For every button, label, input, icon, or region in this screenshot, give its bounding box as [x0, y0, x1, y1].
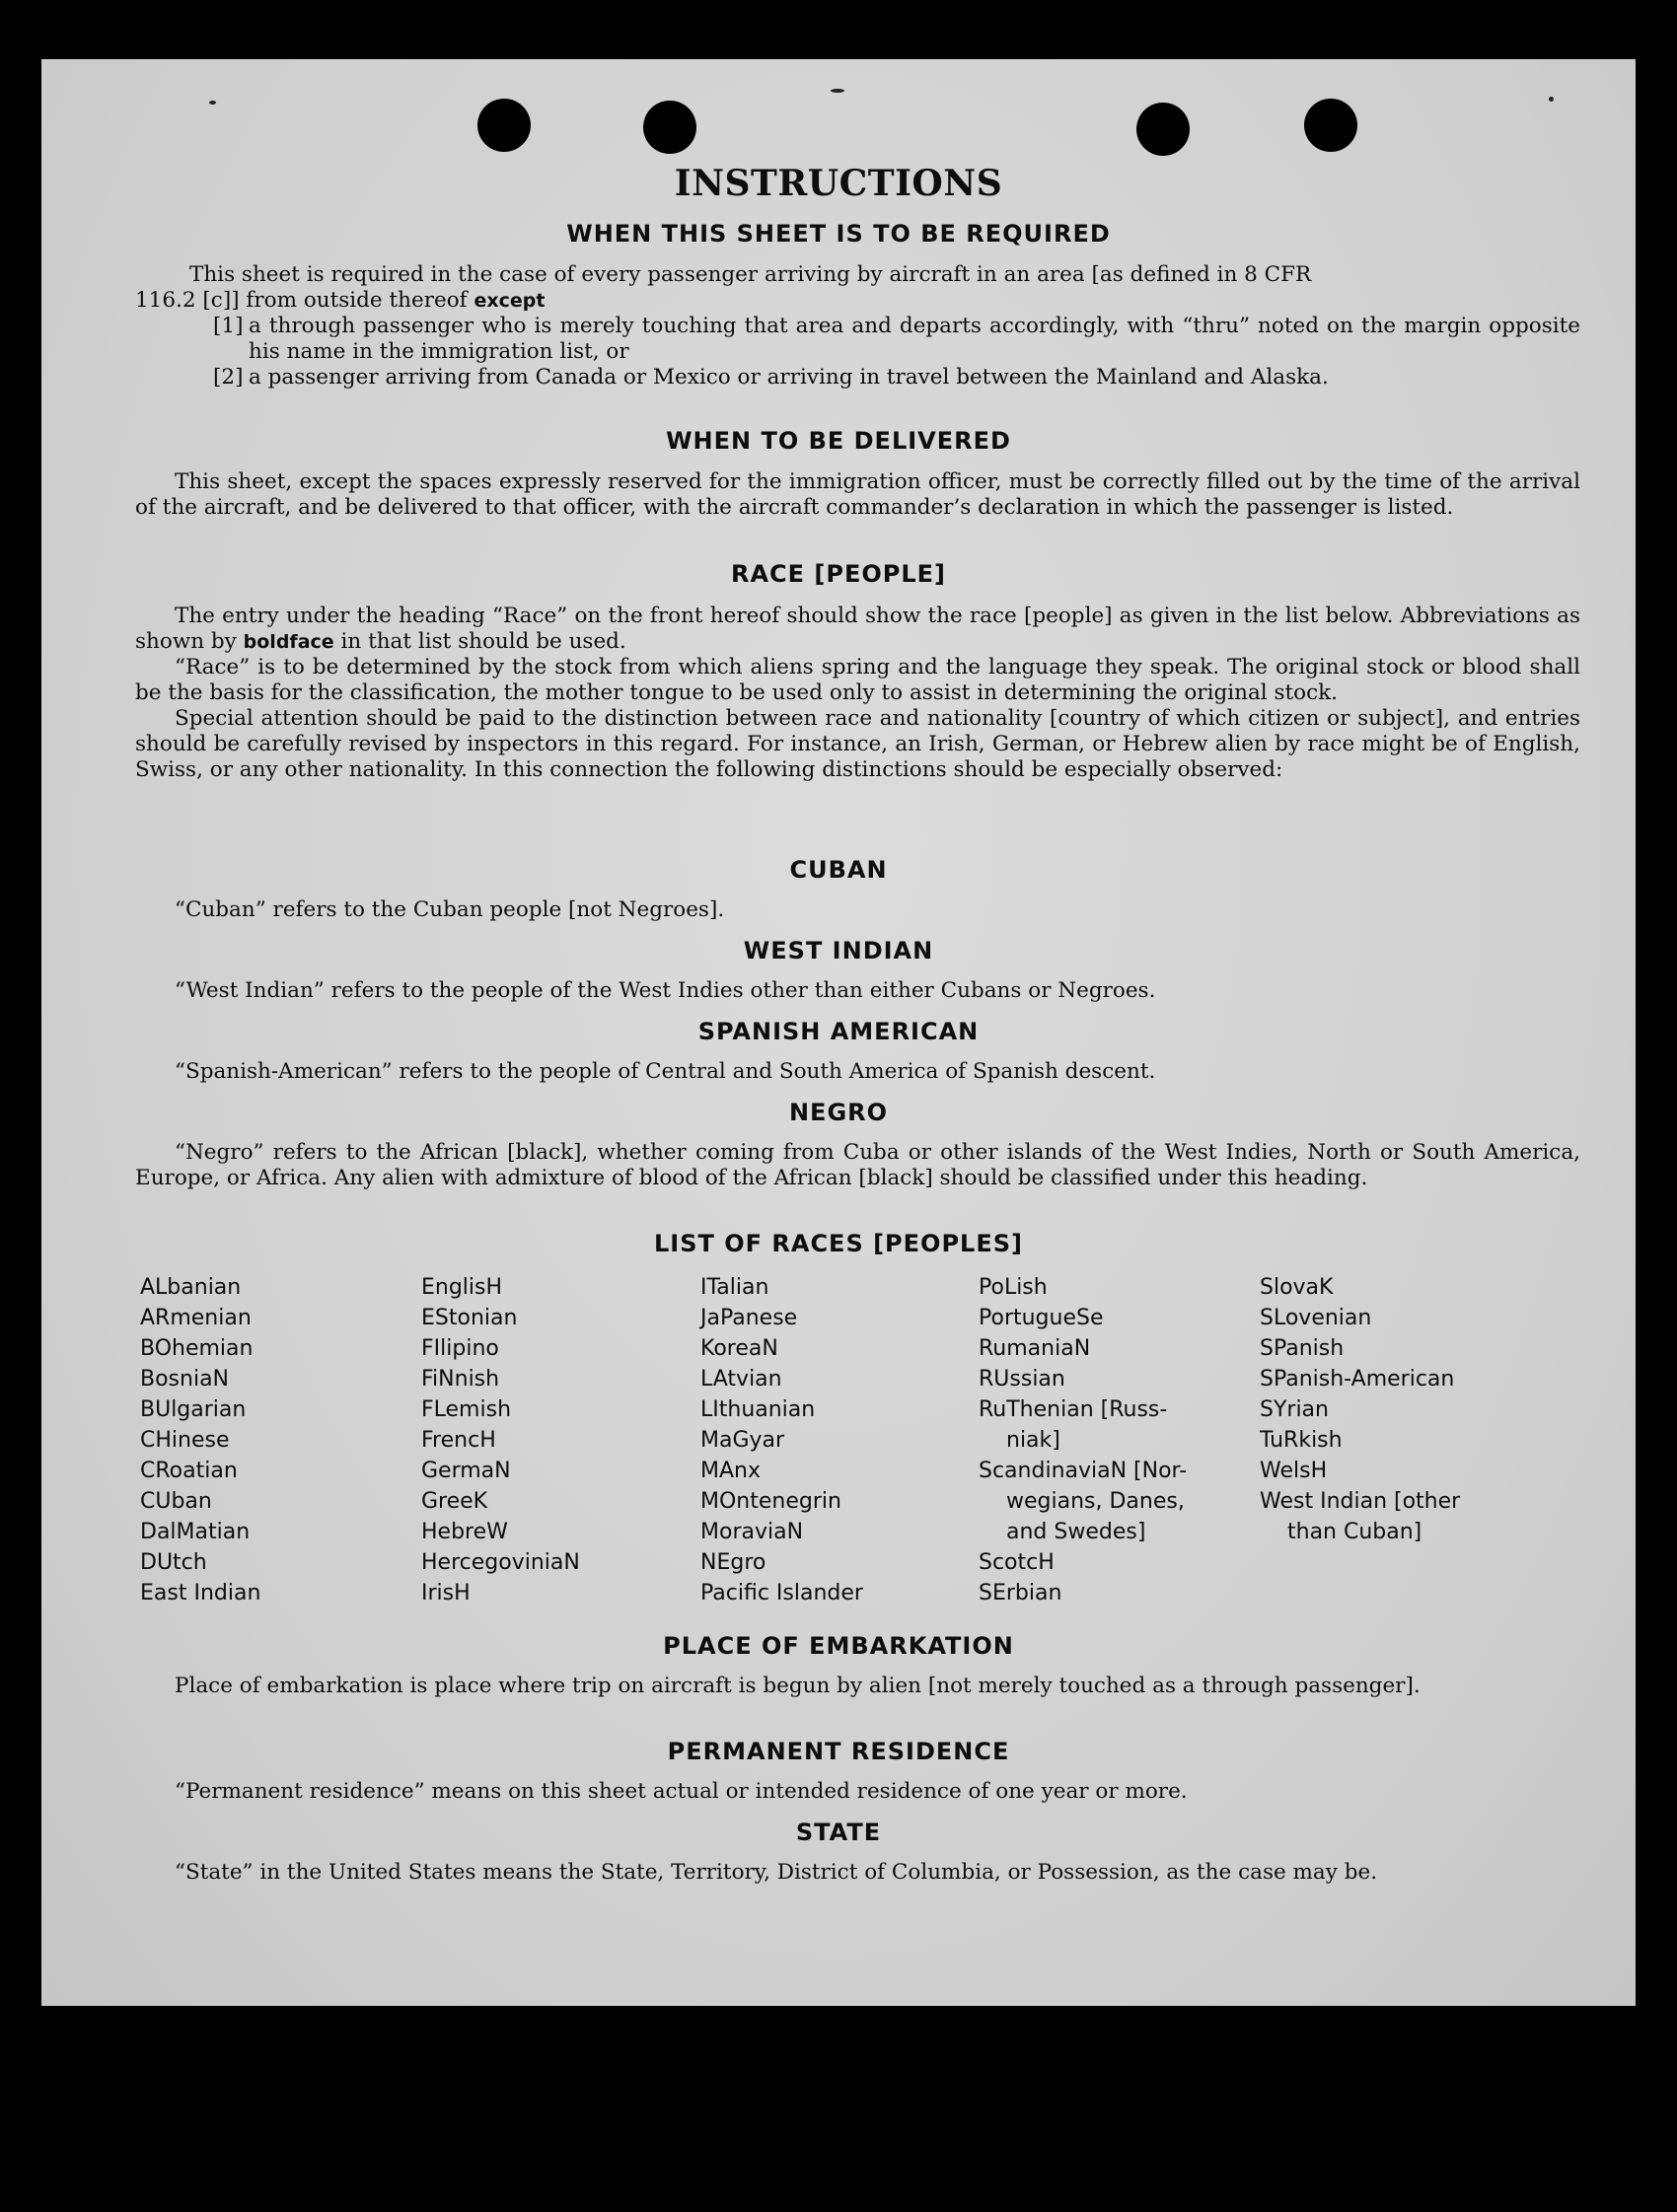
race-entry: CHinese: [140, 1428, 230, 1453]
punch-hole: [643, 101, 696, 154]
race-entry: West Indian [other: [1260, 1489, 1461, 1514]
race-paragraph-3: Special attention should be paid to the distinction between race and nationality [country of which citizen or subject], and entries should be carefully revised by inspectors in this regard. For instance, an Irish, German, or Hebrew alien by race might be of English, Swiss, or any other nationality. In this connection the following distinctions should be especially observed:: [135, 706, 1580, 782]
speck: [1549, 97, 1554, 102]
required-intro-line2: [135, 288, 545, 313]
spanish-american-text: “Spanish-American” refers to the people of Central and South America of Spanish descent.: [175, 1059, 1156, 1084]
required-intro-text: 116.2 [c]] from outside thereof: [135, 288, 468, 313]
residence-text: “Permanent residence” means on this sheet actual or intended residence of one year or more.: [175, 1779, 1188, 1804]
race-entry: NEgro: [700, 1550, 766, 1575]
race-entry: ARmenian: [140, 1306, 252, 1330]
race-entry: MAnx: [700, 1459, 761, 1483]
race-entry: DalMatian: [140, 1520, 251, 1544]
embarkation-paragraph: [135, 1674, 1580, 1699]
race-p1-a: The entry under the heading “Race” on the front hereof should show the race [people] as given in the list below. Abbreviations as shown by: [135, 604, 1580, 654]
races-column: [1260, 1272, 1460, 1547]
heading-state: STATE: [795, 1819, 882, 1846]
required-except: except: [474, 290, 546, 312]
race-entry: RuThenian [Russ-: [979, 1397, 1168, 1422]
races-column: [140, 1272, 260, 1608]
race-entry: HercegoviniaN: [421, 1550, 580, 1575]
race-entry: RUssian: [979, 1367, 1065, 1391]
race-entry: LAtvian: [700, 1367, 782, 1391]
race-entry: BosniaN: [140, 1367, 230, 1391]
race-paragraph-2: “Race” is to be determined by the stock from which aliens spring and the language they speak. The original stock or blood shall be the basis for the classification, the mother tongue to be used only to assist in determining the original stock.: [135, 655, 1580, 705]
race-entry: GermaN: [421, 1459, 511, 1483]
item-number: [1]: [213, 314, 244, 338]
race-entry: HebreW: [421, 1520, 508, 1544]
race-entry: and Swedes]: [1006, 1520, 1146, 1544]
heading-spanish-american: SPANISH AMERICAN: [697, 1018, 980, 1045]
race-entry: DUtch: [140, 1550, 207, 1575]
heading-list-of-races: LIST OF RACES [PEOPLES]: [654, 1230, 1023, 1257]
heading-race: RACE [PEOPLE]: [730, 560, 947, 588]
races-column: [979, 1272, 1187, 1608]
race-entry: SErbian: [979, 1581, 1062, 1605]
race-entry: TuRkish: [1260, 1428, 1343, 1453]
race-entry: PortugueSe: [979, 1306, 1104, 1330]
race-entry: LIthuanian: [700, 1397, 816, 1422]
race-paragraphs: [135, 604, 1580, 783]
race-entry: MaGyar: [700, 1428, 785, 1453]
cuban-text: “Cuban” refers to the Cuban people [not Negroes].: [175, 897, 725, 922]
race-paragraph-1: [135, 604, 1580, 655]
spanish-american-paragraph: [135, 1059, 1580, 1085]
race-entry: KoreaN: [700, 1336, 778, 1361]
race-entry: FLemish: [421, 1397, 512, 1422]
race-entry: ScotcH: [979, 1550, 1055, 1575]
race-entry: MOntenegrin: [700, 1489, 841, 1514]
race-entry: than Cuban]: [1287, 1520, 1422, 1544]
page-title: INSTRUCTIONS: [674, 163, 1003, 204]
punch-hole: [1136, 103, 1190, 156]
races-column: [700, 1272, 863, 1608]
race-entry: SLovenian: [1260, 1306, 1372, 1330]
delivered-paragraph: [135, 469, 1580, 521]
item-text: a through passenger who is merely touching that area and departs accordingly, with “thru” noted on the margin opposite his name in the immigration list, or: [249, 314, 1580, 364]
race-entry: SlovaK: [1260, 1275, 1334, 1300]
speck: [209, 101, 216, 105]
punch-hole: [477, 99, 531, 152]
race-entry: East Indian: [140, 1581, 261, 1605]
race-entry: BUlgarian: [140, 1397, 247, 1422]
heading-cuban: CUBAN: [789, 856, 888, 884]
race-entry: JaPanese: [700, 1306, 798, 1330]
race-entry: FiNnish: [421, 1367, 500, 1391]
residence-paragraph: [135, 1779, 1580, 1805]
document-page: [41, 59, 1636, 2006]
race-entry: SPanish-American: [1260, 1367, 1455, 1391]
item-number: [2]: [213, 365, 244, 390]
race-entry: niak]: [1006, 1428, 1060, 1453]
race-entry: EStonian: [421, 1306, 518, 1330]
race-entry: RumaniaN: [979, 1336, 1091, 1361]
heading-when-delivered: WHEN TO BE DELIVERED: [666, 427, 1011, 455]
race-entry: FrencH: [421, 1428, 496, 1453]
race-entry: WelsH: [1260, 1459, 1328, 1483]
race-entry: SYrian: [1260, 1397, 1329, 1422]
race-entry: wegians, Danes,: [1006, 1489, 1185, 1514]
required-item-1: [213, 314, 1580, 365]
heading-when-required: WHEN THIS SHEET IS TO BE REQUIRED: [566, 220, 1111, 248]
west-indian-paragraph: [135, 978, 1580, 1004]
heading-embarkation: PLACE OF EMBARKATION: [663, 1632, 1014, 1660]
punch-hole: [1304, 99, 1357, 152]
race-entry: BOhemian: [140, 1336, 254, 1361]
negro-paragraph: [135, 1140, 1580, 1191]
race-entry: ITalian: [700, 1275, 769, 1300]
race-entry: PoLish: [979, 1275, 1048, 1300]
race-entry: GreeK: [421, 1489, 488, 1514]
speck: [831, 89, 844, 93]
race-entry: CRoatian: [140, 1459, 238, 1483]
required-intro-line1: This sheet is required in the case of every passenger arriving by aircraft in an area [as defined in 8 CFR: [189, 262, 1312, 287]
race-entry: FIlipino: [421, 1336, 499, 1361]
state-text: “State” in the United States means the State, Territory, District of Columbia, or Possession, as the case may be.: [175, 1860, 1378, 1885]
heading-permanent-residence: PERMANENT RESIDENCE: [667, 1738, 1010, 1765]
heading-west-indian: WEST INDIAN: [743, 937, 934, 964]
delivered-text: This sheet, except the spaces expressly reserved for the immigration officer, must be correctly filled out by the time of the arrival of the aircraft, and be delivered to that officer, with the aircraft commander’s declaration in which the passenger is listed.: [135, 469, 1580, 520]
race-entry: ALbanian: [140, 1275, 242, 1300]
embarkation-text: Place of embarkation is place where trip on aircraft is begun by alien [not merely touched as a through passenger].: [175, 1674, 1421, 1698]
race-entry: MoraviaN: [700, 1520, 804, 1544]
race-entry: IrisH: [421, 1581, 471, 1605]
heading-negro: NEGRO: [788, 1099, 889, 1126]
race-entry: EnglisH: [421, 1275, 503, 1300]
races-column: [421, 1272, 580, 1608]
race-p1-b: in that list should be used.: [333, 629, 626, 654]
cuban-paragraph: [135, 897, 1580, 923]
item-text: a passenger arriving from Canada or Mexico or arriving in travel between the Mainland and Alaska.: [249, 365, 1329, 390]
race-entry: CUban: [140, 1489, 212, 1514]
race-entry: ScandinaviaN [Nor-: [979, 1459, 1188, 1483]
negro-text: “Negro” refers to the African [black], whether coming from Cuba or other islands of the West Indies, North or South America, Europe, or Africa. Any alien with admixture of blood of the African [black] should be classified under this heading.: [135, 1140, 1580, 1190]
required-item-2: [213, 365, 1580, 391]
race-p1-bold: boldface: [243, 631, 334, 653]
race-entry: Pacific Islander: [700, 1581, 863, 1605]
state-paragraph: [135, 1860, 1580, 1886]
race-entry: SPanish: [1260, 1336, 1345, 1361]
west-indian-text: “West Indian” refers to the people of the West Indies other than either Cubans or Negroes.: [175, 978, 1156, 1003]
